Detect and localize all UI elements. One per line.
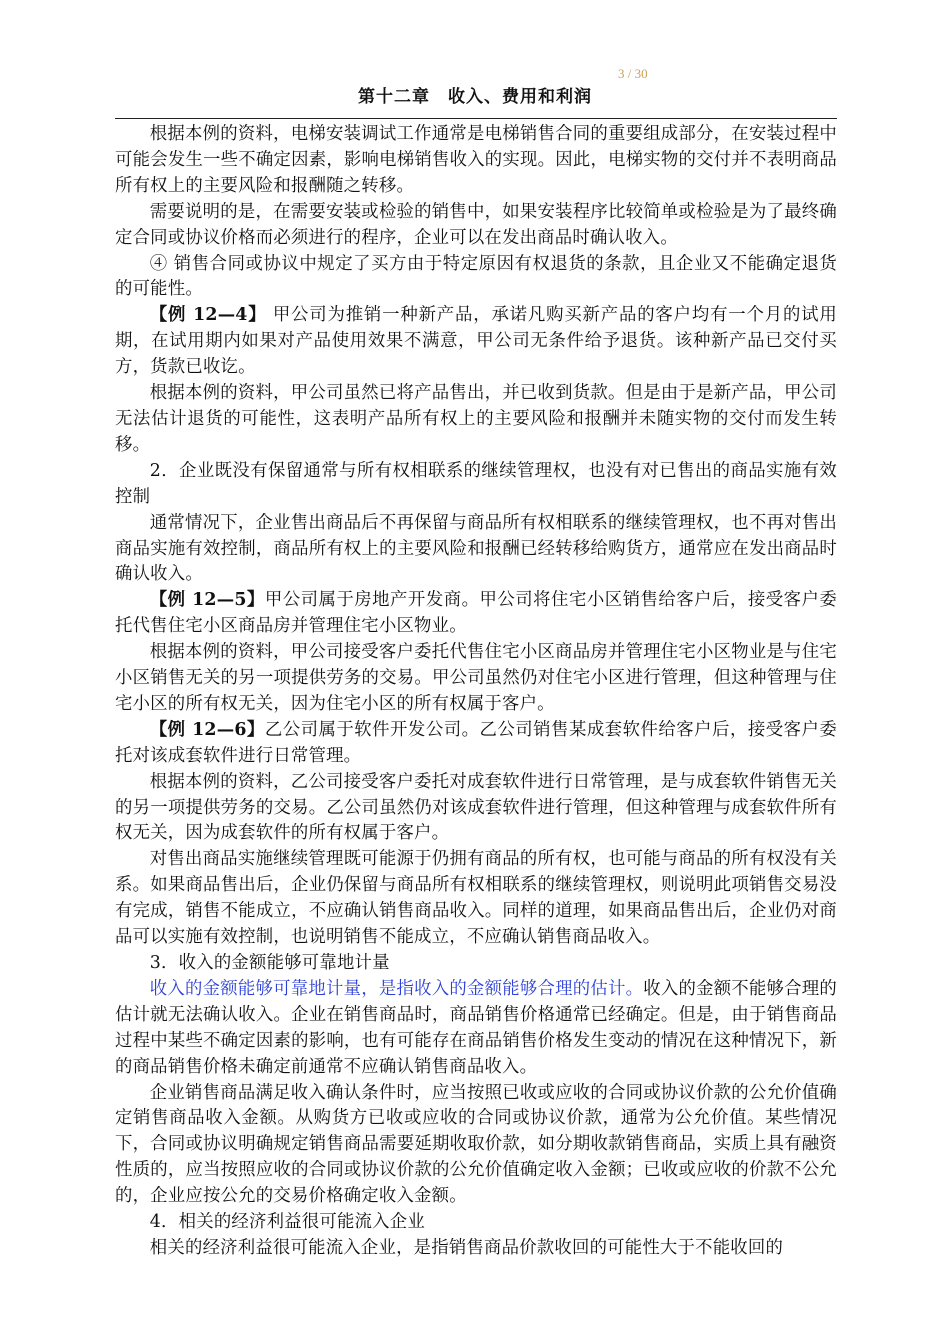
example-paragraph [115, 718, 837, 770]
paragraph: 对售出商品实施继续管理既可能源于仍拥有商品的所有权，也可能与商品的所有权没有关系。如果商品售出后，企业仍保留与商品所有权相联系的继续管理权，则说明此项销售交易没有完成，销售不能成立，不应确认销售商品收入。同样的道理，如果商品售出后，企业仍对商品可以实施有效控制，也说明销售不能成立，不应确认销售商品收入。 [115, 849, 837, 948]
highlighted-definition: 收入的金额能够可靠地计量，是指收入的金额能够合理的估计。 [149, 978, 644, 999]
paragraph-text: 收入的金额不能够合理的估计就无法确认收入。企业在销售商品时，商品销售价格通常已经确定。但是，由于销售商品过程中某些不确定因素的影响，也有可能存在商品销售价格发生变动的情况在这种情况下，新的商品销售价格未确定前通常不应确认销售商品收入。 [115, 978, 838, 1077]
paragraph: 通常情况下，企业售出商品后不再保留与商品所有权相联系的继续管理权，也不再对售出商品实施有效控制，商品所有权上的主要风险和报酬已经转移给购货方，通常应在发出商品时确认收入。 [115, 512, 837, 585]
example-label: 【例 12—6】 [149, 719, 265, 740]
chapter-title: 第十二章 收入、费用和利润 [358, 87, 592, 107]
paragraph: ④ 销售合同或协议中规定了买方由于特定原因有权退货的条款，且企业又不能确定退货的可能性。 [115, 253, 837, 300]
section-heading: 2．企业既没有保留通常与所有权相联系的继续管理权，也没有对已售出的商品实施有效控制 [115, 460, 837, 507]
example-text: 乙公司属于软件开发公司。乙公司销售某成套软件给客户后，接受客户委托对该成套软件进行日常管理。 [115, 719, 837, 766]
section-heading: 3．收入的金额能够可靠地计量 [149, 953, 390, 973]
example-label: 【例 12—5】 [149, 590, 265, 611]
section-heading: 4．相关的经济利益很可能流入企业 [149, 1212, 425, 1233]
paragraph: 根据本例的资料，乙公司接受客户委托对成套软件进行日常管理，是与成套软件销售无关的另一项提供劳务的交易。乙公司虽然仍对该成套软件进行管理，但这种管理与成套软件所有权无关，因为成套软件的所有权属于客户。 [115, 771, 837, 844]
paragraph: 相关的经济利益很可能流入企业，是指销售商品价款收回的可能性大于不能收回的 [149, 1237, 784, 1258]
paragraph [115, 977, 837, 1081]
paragraph: 需要说明的是，在需要安装或检验的销售中，如果安装程序比较简单或检验是为了最终确定合同或协议价格而必须进行的程序，企业可以在发出商品时确认收入。 [115, 201, 837, 248]
paragraph: 根据本例的资料，甲公司接受客户委托代售住宅小区商品房并管理住宅小区物业是与住宅小区销售无关的另一项提供劳务的交易。甲公司虽然仍对住宅小区进行管理，但这种管理与住宅小区的所有权无关，因为住宅小区的所有权属于客户。 [115, 642, 837, 714]
header-rule [115, 118, 837, 119]
example-text: 甲公司属于房地产开发商。甲公司将住宅小区销售给客户后，接受客户委托代售住宅小区商品房并管理住宅小区物业。 [115, 590, 837, 637]
example-paragraph [115, 303, 837, 381]
paragraph: 企业销售商品满足收入确认条件时，应当按照已收或应收的合同或协议价款的公允价值确定销售商品收入金额。从购货方已收或应收的合同或协议价款，通常为公允价值。某些情况下，合同或协议明确规定销售商品需要延期收取价款，如分期收款销售商品，实质上具有融资性质的，应当按照应收的合同或协议价款的公允价值确定收入金额；已收或应收的价款不公允的，企业应按公允的交易价格确定收入金额。 [115, 1082, 837, 1207]
document-body [115, 122, 837, 1262]
page-indicator: 3 / 30 [618, 66, 648, 81]
paragraph: 根据本例的资料，甲公司虽然已将产品售出，并已收到货款。但是由于是新产品，甲公司无法估计退货的可能性，这表明产品所有权上的主要风险和报酬并未随实物的交付而发生转移。 [115, 383, 837, 455]
example-text: 甲公司为推销一种新产品，承诺凡购买新产品的客户均有一个月的试用期，在试用期内如果对产品使用效果不满意，甲公司无条件给予退货。该种新产品已交付买方，货款已收讫。 [115, 305, 837, 378]
example-label: 【例 12—4】 [149, 305, 267, 326]
example-paragraph [115, 588, 837, 640]
paragraph: 根据本例的资料，电梯安装调试工作通常是电梯销售合同的重要组成部分，在安装过程中可能会发生一些不确定因素，影响电梯销售收入的实现。因此，电梯实物的交付并不表明商品所有权上的主要风险和报酬随之转移。 [115, 124, 837, 196]
